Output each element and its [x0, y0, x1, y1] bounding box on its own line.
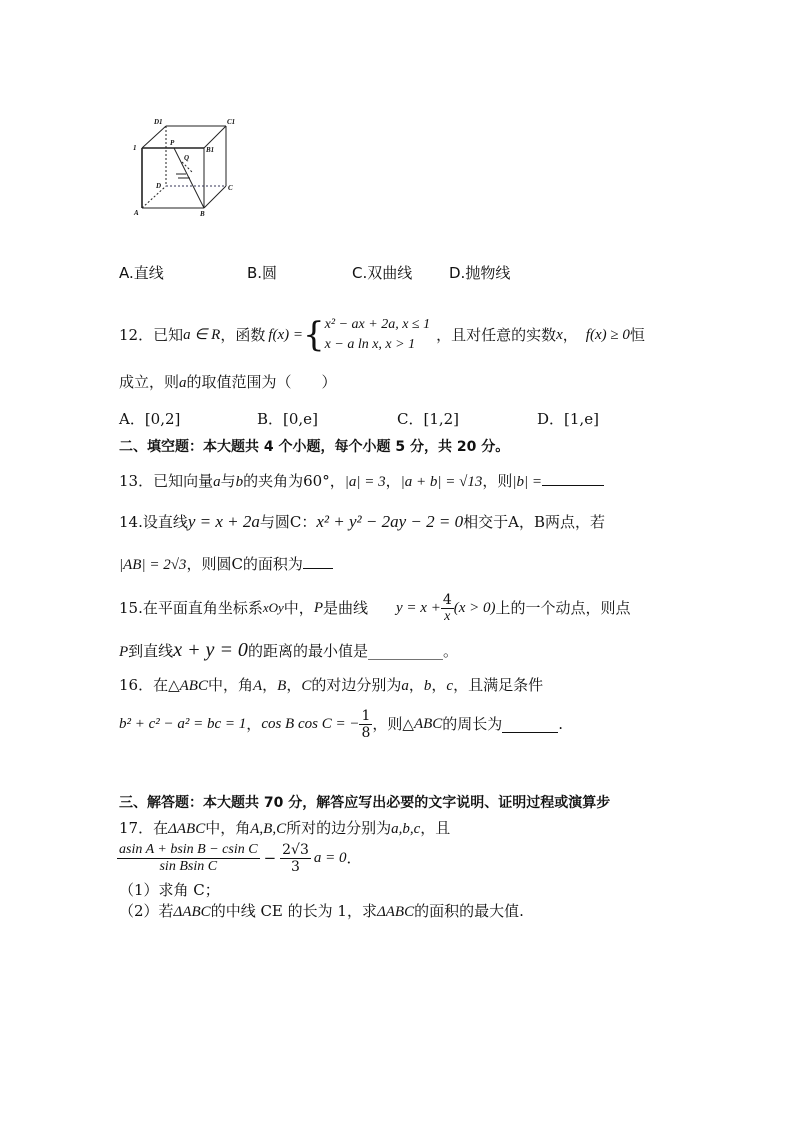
q14-l2b: ，则圆C的面积为 — [186, 555, 303, 573]
q16-A: A — [252, 678, 263, 694]
label-a: A — [134, 209, 139, 217]
q17-main-fraction — [117, 842, 260, 875]
q17-abc: A,B,C — [250, 821, 287, 837]
q11-option-d: D.抛物线 — [449, 264, 511, 282]
q15-c: 是曲线 — [322, 599, 368, 617]
q15-cond: (x > 0) — [453, 600, 496, 616]
q15-line2 — [119, 640, 458, 662]
q16-abc: ABC — [179, 678, 208, 694]
q14-a: 14.设直线 — [119, 513, 188, 531]
q14-answer-blank[interactable] — [303, 554, 333, 569]
q17-coef-fraction — [280, 842, 311, 875]
q15-xoy: xOy — [262, 600, 284, 615]
q13-va: a — [213, 474, 221, 490]
q13-m1: |a| = 3 — [344, 474, 386, 490]
edge-a1-d1 — [142, 126, 166, 148]
q17-a: 17．在 — [119, 819, 169, 837]
label-d1: D1 — [154, 118, 163, 126]
q16-eb: b — [423, 678, 432, 694]
q15-l2a: 到直线 — [128, 642, 174, 660]
section2-heading: 二、填空题：本大题共 4 个小题，每个小题 5 分，共 20 分。 — [119, 439, 510, 455]
q15-d: 上的一个动点，则点 — [495, 599, 631, 617]
q13-line — [119, 471, 604, 492]
edge-b-c — [204, 186, 226, 208]
q17-line1 — [119, 818, 450, 839]
q14-line1 — [119, 512, 605, 532]
q12-line2-a: 成立，则 — [119, 373, 180, 391]
q13-m2: |a + b| = √13 — [400, 474, 483, 490]
q15-l2b: 的距离的最小值是__________。 — [247, 642, 458, 660]
q13-vb: b — [235, 474, 244, 490]
edge-b1-c1 — [204, 126, 226, 148]
q17-b: 中，角 — [205, 819, 251, 837]
q16-B: B — [277, 678, 287, 694]
q15-a: 15.在平面直角坐标系 — [119, 599, 263, 617]
q11-option-b: B.圆 — [247, 264, 278, 282]
label-b: B — [200, 210, 205, 218]
q12-a-in-r: a ∈ R — [183, 327, 221, 343]
q13-b: 与 — [220, 472, 236, 490]
edge-a-d — [142, 186, 166, 208]
q17-minus: − — [263, 849, 277, 867]
q14-eq2: x² + y² − 2ay − 2 = 0 — [316, 512, 464, 531]
label-p: P — [170, 139, 175, 147]
q12-line1 — [119, 312, 645, 358]
q17-part1: （1）求角 C； — [119, 881, 220, 899]
q15-p: P — [313, 600, 323, 616]
q17-part2 — [119, 901, 524, 922]
label-d: D — [156, 182, 162, 190]
q12-fx: f(x) = — [268, 327, 304, 343]
label-c1: C1 — [227, 118, 236, 126]
q16-frac-den: 8 — [361, 724, 371, 741]
section3-heading: 三、解答题：本大题共 70 分，解答应写出必要的文字说明、证明过程或演算步 — [119, 795, 611, 811]
q12-piece2: x − a ln x, x > 1 — [324, 337, 416, 352]
q12-pieces — [325, 315, 430, 355]
q14-c: 相交于A，B两点，若 — [463, 513, 605, 531]
q14-eq1: y = x + 2a — [187, 512, 260, 531]
q11-option-c: C.双曲线 — [352, 264, 413, 282]
q16-l2cos: cos B cos C = − — [261, 716, 360, 732]
q17-dot: ． — [346, 849, 362, 867]
q17-d: ，且 — [420, 819, 451, 837]
q12-brace: { — [303, 315, 325, 355]
q12-x: x — [556, 327, 563, 343]
label-b1: B1 — [206, 146, 215, 154]
q17-coef-num: 2√3 — [282, 841, 309, 858]
q16-b: 中，角 — [207, 676, 253, 694]
q11-option-a: A.直线 — [119, 264, 164, 282]
q12-end: 恒 — [629, 326, 645, 344]
cube-figure — [130, 112, 240, 220]
q12-piece1: x² − ax + 2a, x ≤ 1 — [324, 317, 431, 332]
q17-p2b: 的中线 CE 的长为 1，求 — [210, 902, 377, 920]
q17-p2a: （2）若 — [119, 902, 174, 920]
q13-c3: ，则 — [482, 472, 513, 490]
q17-frac-num: asin A + bsin B − csin C — [119, 841, 258, 857]
q15-frac-den: x — [444, 608, 451, 624]
q16-line1 — [119, 675, 543, 696]
q12-option-d: D．[1,e] — [537, 410, 599, 428]
label-q: Q — [184, 154, 190, 162]
q13-answer-blank[interactable] — [542, 471, 604, 486]
q17-p2tri2: ΔABC — [376, 904, 415, 920]
q12-option-c: C．[1,2] — [397, 410, 460, 428]
q14-line2 — [119, 554, 333, 575]
q16-s3: ， — [408, 676, 424, 694]
q16-l2d: ，则△ — [372, 715, 414, 733]
q16-line2 — [119, 704, 563, 744]
q14-b: 与圆C： — [259, 513, 317, 531]
q15-b: 中， — [283, 599, 314, 617]
q15-eq: y = x + — [396, 600, 441, 616]
q16-ec: c — [446, 678, 454, 694]
q12-mid: ，且对任意的实数 — [436, 326, 557, 344]
q12-line2 — [119, 372, 337, 393]
q15-line: x + y = 0 — [173, 639, 248, 661]
q17-tail: a = 0 — [313, 850, 347, 866]
q13-a: 13．已知向量 — [119, 472, 214, 490]
q12-comma: ， — [562, 326, 578, 344]
q17-sides: a,b,c — [391, 821, 421, 837]
q17-c: 所对的边分别为 — [286, 819, 392, 837]
q17-equation — [117, 838, 362, 878]
q17-frac-den: sin Bsin C — [159, 858, 218, 874]
q16-c: 的对边分别为 — [311, 676, 402, 694]
q13-c2: ， — [385, 472, 401, 490]
q12-cond: f(x) ≥ 0 — [585, 327, 630, 343]
q12-option-b: B．[0,e] — [257, 410, 318, 428]
q15-frac-num: 4 — [442, 591, 452, 608]
q13-c: 的夹角为60°， — [243, 472, 345, 490]
q16-s2: ， — [286, 676, 302, 694]
q15-line1 — [119, 588, 631, 628]
q15-l2p: P — [119, 644, 129, 660]
q12-option-a: A．[0,2] — [119, 410, 181, 428]
q16-d: ，且满足条件 — [453, 676, 544, 694]
q15-fraction — [441, 592, 454, 625]
q16-ea: a — [401, 678, 409, 694]
q16-abc2: ABC — [413, 716, 443, 732]
q12-func-lead: ，函数 — [220, 326, 266, 344]
q14-l2eq: |AB| = 2√3 — [119, 557, 187, 573]
q16-l2e: 的周长为 — [442, 715, 503, 733]
q16-a: 16．在△ — [119, 676, 180, 694]
q16-s1: ， — [262, 676, 278, 694]
label-a1: 1 — [133, 144, 137, 152]
label-c: C — [228, 184, 233, 192]
q17-p2tri: ΔABC — [173, 904, 211, 920]
q17-p2c: 的面积的最大值. — [414, 902, 524, 920]
q16-s4: ， — [431, 676, 447, 694]
q12-prefix: 12．已知 — [119, 326, 184, 344]
q16-l2c: ， — [246, 715, 262, 733]
q16-answer-blank[interactable] — [502, 716, 558, 733]
q16-frac-num: 1 — [361, 707, 371, 724]
q17-tri: ΔABC — [168, 821, 206, 837]
q16-fraction — [359, 708, 372, 741]
q16-C: C — [301, 678, 312, 694]
q13-m3: |b| = — [512, 474, 542, 490]
q16-dot: . — [558, 715, 564, 733]
q12-line2-b: 的取值范围为（ ） — [186, 373, 337, 391]
q16-l2eq: b² + c² − a² = bc = 1 — [119, 716, 247, 732]
q17-coef-den: 3 — [291, 858, 300, 875]
q12-a: a — [179, 375, 187, 391]
